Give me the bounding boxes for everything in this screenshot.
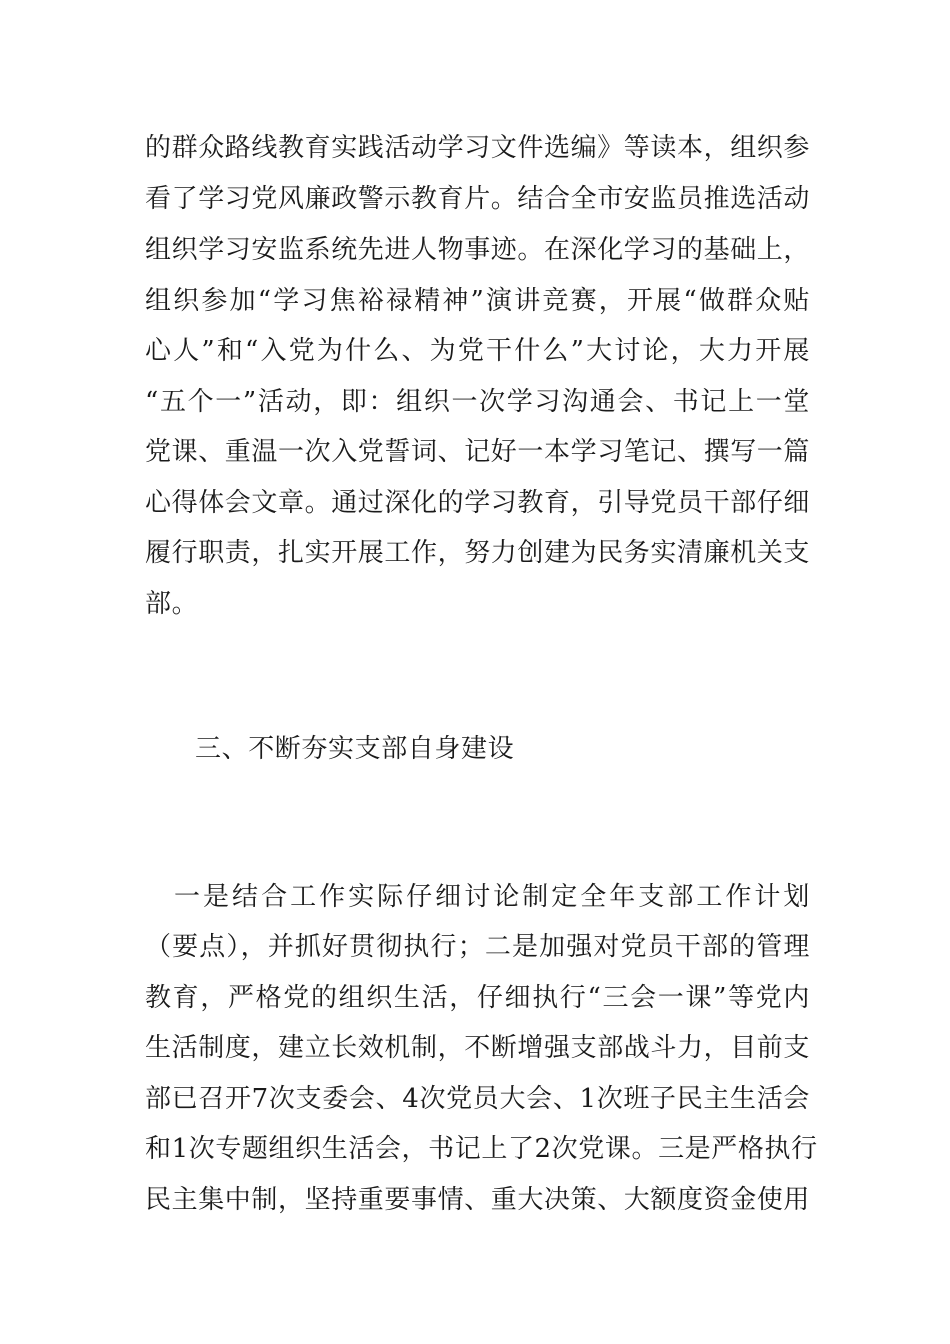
paragraph-2-line-6: 和1次专题组织生活会，书记上了2次党课。三是严格执行 <box>145 1134 818 1164</box>
paragraph-2-line-3: 教育，严格党的组织生活，仔细执行“三会一课”等党内 <box>145 983 810 1013</box>
paragraph-2-line-4: 生活制度，建立长效机制，不断增强支部战斗力，目前支 <box>145 1033 811 1063</box>
paragraph-1-line-6: “五个一”活动，即：组织一次学习沟通会、书记上一堂 <box>145 387 810 417</box>
paragraph-1-line-1: 的群众路线教育实践活动学习文件选编》等读本，组织参 <box>145 133 811 163</box>
paragraph-1-line-10: 部。 <box>145 589 199 619</box>
paragraph-1-line-9: 履行职责，扎实开展工作，努力创建为民务实清廉机关支 <box>145 538 811 568</box>
paragraph-2-line-7: 民主集中制，坚持重要事情、重大决策、大额度资金使用 <box>145 1185 811 1215</box>
paragraph-1-line-2: 看了学习党风廉政警示教育片。结合全市安监员推选活动 <box>145 184 811 214</box>
section-heading: 三、不断夯实支部自身建设 <box>195 734 515 764</box>
paragraph-1-line-4: 组织参加“学习焦裕禄精神”演讲竞赛，开展“做群众贴 <box>145 286 810 316</box>
paragraph-2-line-1: 一是结合工作实际仔细讨论制定全年支部工作计划 <box>145 882 810 912</box>
paragraph-1-line-3: 组织学习安监系统先进人物事迹。在深化学习的基础上， <box>145 235 811 265</box>
paragraph-1-line-7: 党课、重温一次入党誓词、记好一本学习笔记、撰写一篇 <box>145 437 811 467</box>
paragraph-1-line-5: 心人”和“入党为什么、为党干什么”大讨论，大力开展 <box>145 336 810 366</box>
paragraph-2-line-5: 部已召开7次支委会、4次党员大会、1次班子民主生活会 <box>145 1084 810 1114</box>
paragraph-1-line-8: 心得体会文章。通过深化的学习教育，引导党员干部仔细 <box>145 488 811 518</box>
paragraph-2-line-2: （要点），并抓好贯彻执行；二是加强对党员干部的管理 <box>145 932 810 962</box>
